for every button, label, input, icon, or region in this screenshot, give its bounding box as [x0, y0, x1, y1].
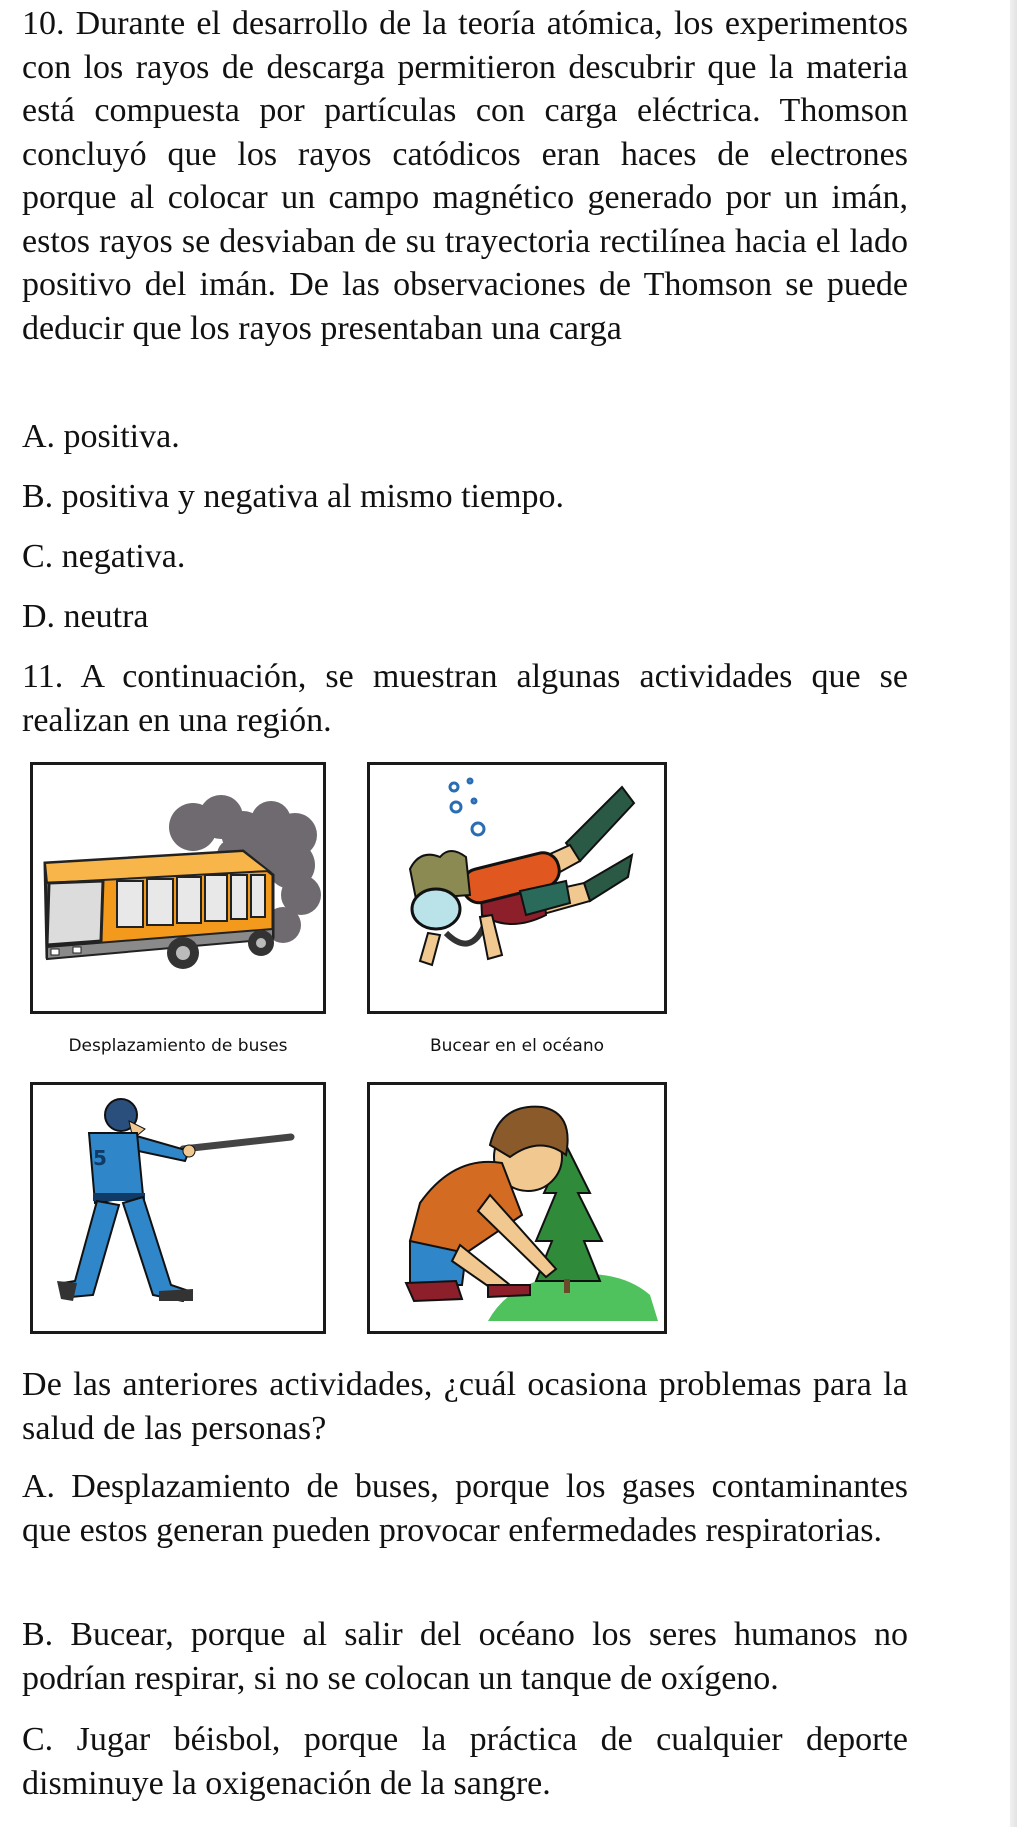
- baseball-illustration: [33, 1085, 323, 1331]
- q11-option-a[interactable]: A. Desplazamiento de buses, porque los gases contaminantes que estos generan pueden provocar enfermedades respiratorias.: [22, 1468, 908, 1549]
- diver-image: [367, 762, 667, 1014]
- planting-illustration: [370, 1085, 664, 1331]
- q10-option-b[interactable]: B. positiva y negativa al mismo tiempo.: [22, 478, 565, 515]
- q11-option-c[interactable]: C. Jugar béisbol, porque la práctica de cualquier deporte disminuye la oxigenación de la sangre.: [22, 1721, 908, 1802]
- q10-option-d[interactable]: D. neutra: [22, 598, 149, 635]
- diver-caption: Bucear en el océano: [429, 1036, 605, 1056]
- planting-image: [367, 1082, 667, 1334]
- q10-option-a[interactable]: A. positiva.: [22, 418, 180, 455]
- q10-option-c[interactable]: C. negativa.: [22, 538, 186, 575]
- bus-image: [30, 762, 326, 1014]
- question-11-intro: 11. A continuación, se muestran algunas actividades que se realizan en una región.: [22, 658, 908, 739]
- q11-option-b[interactable]: B. Bucear, porque al salir del océano los seres humanos no podrían respirar, si no se colocan un tanque de oxígeno.: [22, 1616, 908, 1697]
- bat: [183, 1137, 291, 1149]
- diver-illustration: [370, 765, 664, 1011]
- bubbles: [450, 779, 484, 835]
- baseball-image: [30, 1082, 326, 1334]
- bus-caption: Desplazamiento de buses: [68, 1036, 288, 1056]
- page-edge: [1010, 0, 1017, 1827]
- question-11-prompt: De las anteriores actividades, ¿cuál ocasiona problemas para la salud de las personas?: [22, 1366, 908, 1447]
- svg-text:5: 5: [93, 1146, 107, 1170]
- bus-illustration: [33, 765, 323, 1011]
- question-10-text: 10. Durante el desarrollo de la teoría atómica, los experimentos con los rayos de descarga permitieron descubrir que la materia está compuesta por partículas con carga eléctrica. Thomson concluyó que los rayos catódicos eran haces de electrones porque al colocar un campo magnético generado por un imán, estos rayos se desviaban de su trayectoria rectilínea hacia el lado positivo del imán. De las observaciones de Thomson se puede deducir que los rayos presentaban una carga: [22, 5, 908, 347]
